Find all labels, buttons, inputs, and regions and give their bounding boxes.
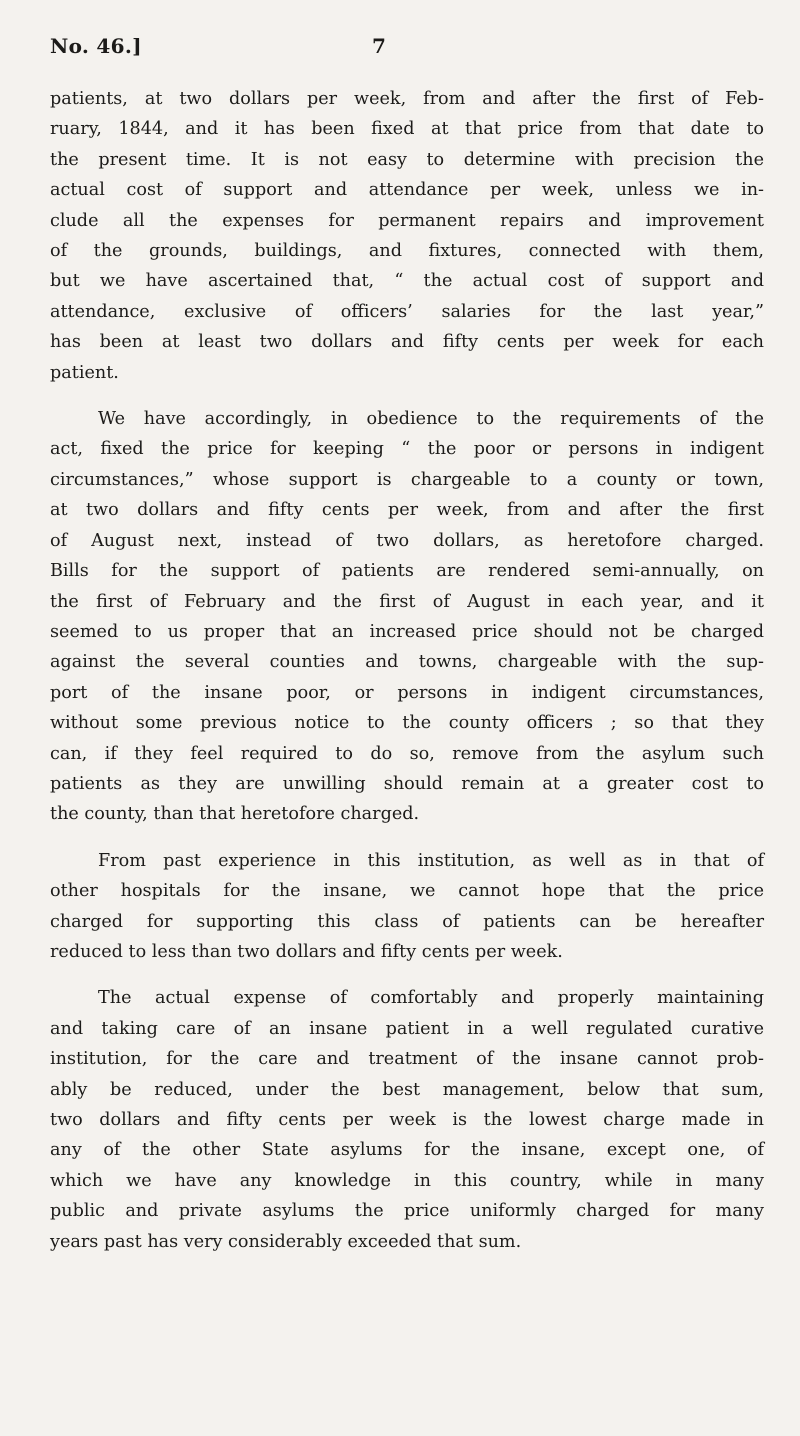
- text-line: patient.: [50, 362, 119, 383]
- text-line: without some previous notice to the county officers ; so that they: [50, 713, 764, 734]
- text-line: institution, for the care and treatment of the insane cannot prob-: [50, 1049, 764, 1070]
- text-line: The actual expense of comfortably and properly maintaining: [98, 988, 764, 1009]
- document-number: No. 46.]: [50, 34, 142, 58]
- paragraph-gap: [50, 830, 764, 846]
- text-line: charged for supporting this class of patients can be hereafter: [50, 911, 764, 932]
- text-line: other hospitals for the insane, we cannot hope that the price: [50, 881, 764, 902]
- text-line: has been at least two dollars and fifty cents per week for each: [50, 332, 764, 353]
- text-line: act, fixed the price for keeping “ the poor or persons in indigent: [50, 439, 764, 460]
- text-line: seemed to us proper that an increased price should not be charged: [50, 621, 764, 642]
- paragraph: [50, 983, 764, 1257]
- paragraph: [50, 404, 764, 830]
- text-line: can, if they feel required to do so, remove from the asylum such: [50, 743, 764, 764]
- paragraph-gap: [50, 967, 764, 983]
- paragraph-gap: [50, 388, 764, 404]
- text-line: against the several counties and towns, chargeable with the sup-: [50, 652, 764, 673]
- text-line: ably be reduced, under the best management, below that sum,: [50, 1079, 764, 1100]
- text-line: years past has very considerably exceeded that sum.: [50, 1231, 522, 1252]
- text-line: the present time. It is not easy to determine with precision the: [50, 149, 764, 170]
- text-line: of August next, instead of two dollars, as heretofore charged.: [50, 530, 764, 551]
- paragraph: [50, 846, 764, 968]
- text-line: circumstances,” whose support is chargeable to a county or town,: [50, 469, 764, 490]
- text-line: any of the other State asylums for the insane, except one, of: [50, 1140, 764, 1161]
- text-line: ruary, 1844, and it has been fixed at that price from that date to: [50, 119, 764, 140]
- text-line: reduced to less than two dollars and fifty cents per week.: [50, 941, 563, 962]
- text-line: two dollars and fifty cents per week is the lowest charge made in: [50, 1110, 764, 1130]
- text-line: public and private asylums the price uniformly charged for many: [50, 1201, 764, 1222]
- text-line: actual cost of support and attendance per week, unless we in-: [50, 180, 764, 201]
- running-head: [50, 34, 750, 64]
- text-line: the first of February and the first of August in each year, and it: [50, 591, 764, 612]
- text-line: clude all the expenses for permanent repairs and improvement: [50, 210, 764, 231]
- text-line: but we have ascertained that, “ the actual cost of support and: [50, 271, 764, 292]
- text-line: port of the insane poor, or persons in indigent circumstances,: [50, 682, 764, 703]
- page-number: 7: [372, 34, 387, 58]
- text-line: at two dollars and fifty cents per week, from and after the first: [50, 500, 764, 521]
- text-line: patients as they are unwilling should remain at a greater cost to: [50, 773, 764, 794]
- text-line: Bills for the support of patients are rendered semi-annually, on: [50, 561, 764, 582]
- text-line: patients, at two dollars per week, from and after the first of Feb-: [50, 89, 764, 109]
- text-line: From past experience in this institution, as well as in that of: [98, 850, 764, 871]
- text-line: of the grounds, buildings, and fixtures, connected with them,: [50, 241, 764, 262]
- text-line: attendance, exclusive of officers’ salaries for the last year,”: [50, 301, 764, 322]
- text-line: the county, than that heretofore charged.: [50, 804, 420, 825]
- body-text: [50, 84, 764, 1257]
- paragraph: [50, 84, 764, 388]
- text-line: and taking care of an insane patient in a well regulated curative: [50, 1018, 764, 1039]
- text-line: We have accordingly, in obedience to the requirements of the: [98, 409, 764, 430]
- text-line: which we have any knowledge in this country, while in many: [50, 1170, 764, 1191]
